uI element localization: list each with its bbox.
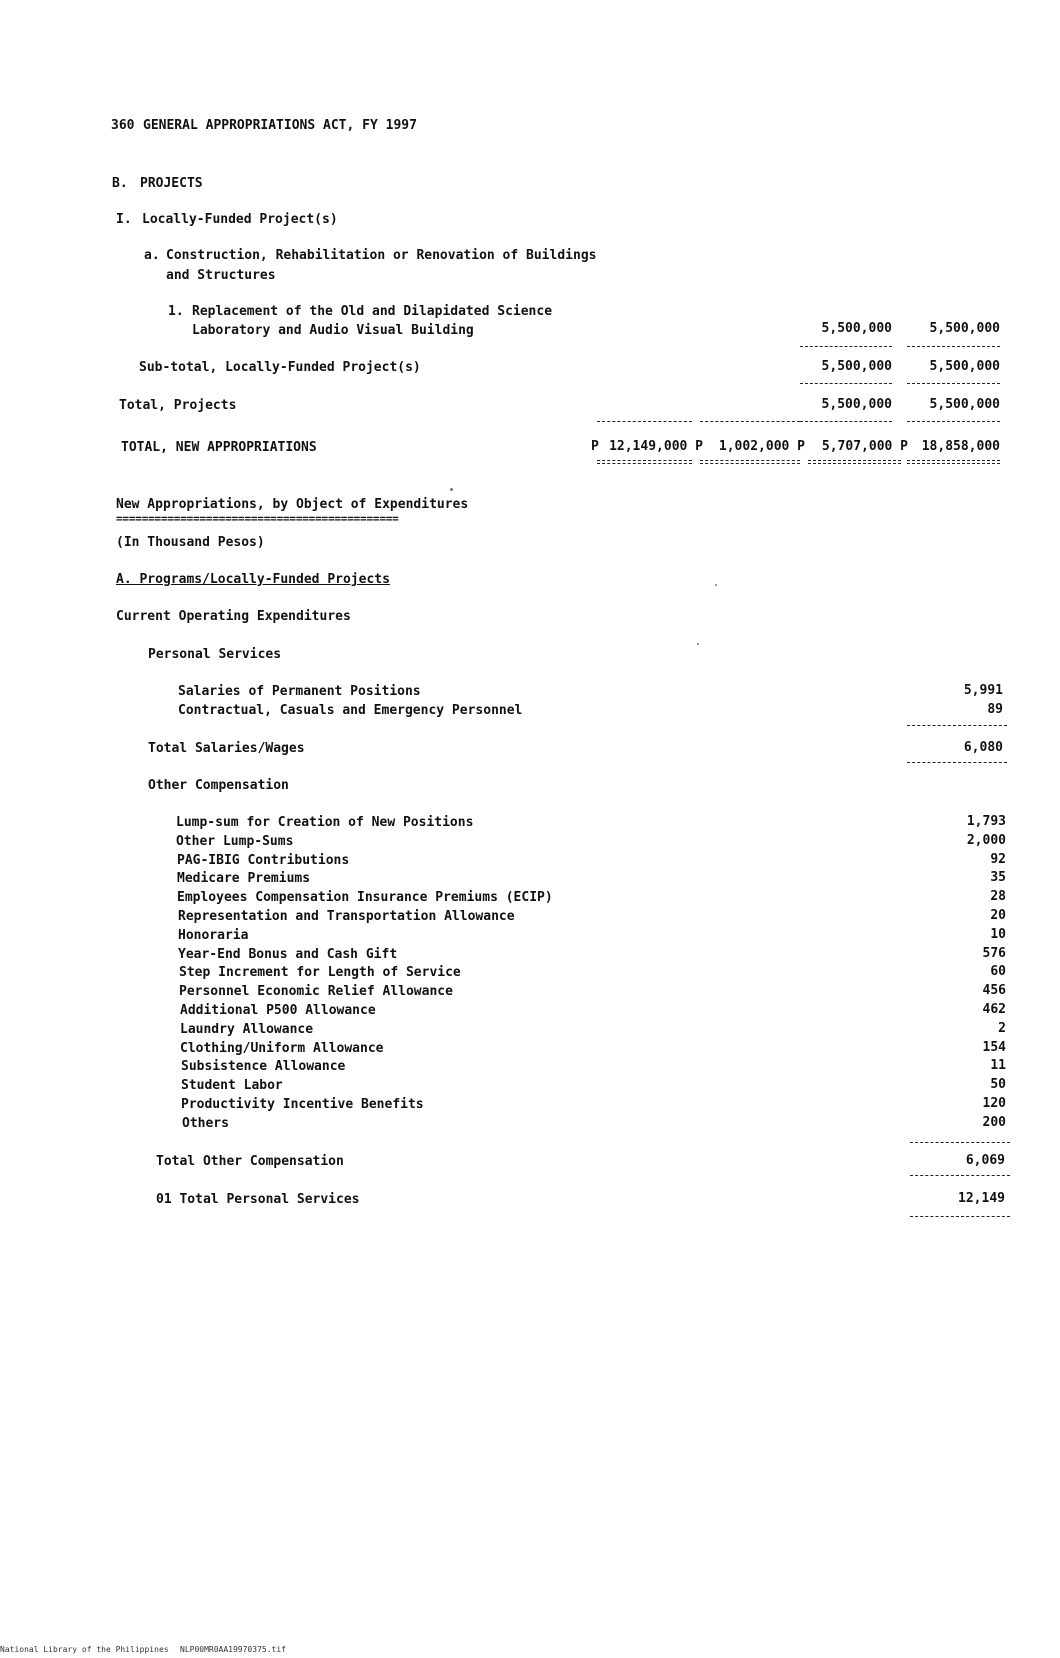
page-header-title: GENERAL APPROPRIATIONS ACT, FY 1997: [143, 118, 417, 133]
page-number: 360: [111, 118, 135, 133]
grand-total-mooe: 1,002,000 P: [718, 439, 805, 454]
other-compensation-item-label: Other Lump-Sums: [176, 834, 294, 849]
subtotal-total: 5,500,000: [929, 359, 1000, 374]
other-compensation-item-label: Representation and Transportation Allowance: [178, 909, 515, 924]
total-salaries-value: 6,080: [963, 740, 1003, 755]
other-compensation-item-value: 1,793: [966, 814, 1006, 829]
other-compensation-item-value: 10: [990, 927, 1006, 942]
item-line-2: Laboratory and Audio Visual Building: [192, 323, 474, 338]
salary-label: Contractual, Casuals and Emergency Personnel: [178, 703, 523, 718]
other-compensation-item-label: Laundry Allowance: [180, 1022, 314, 1037]
rule-double: [808, 460, 901, 464]
other-compensation-item-label: Year-End Bonus and Cash Gift: [178, 947, 398, 962]
other-compensation-item-value: 50: [990, 1077, 1006, 1092]
footer-file: NLP00MR0AA19970375.tif: [180, 1645, 286, 1654]
rule-double: [597, 460, 692, 464]
total-projects-capital-outlay: 5,500,000: [821, 397, 892, 412]
other-compensation-heading: Other Compensation: [148, 778, 289, 793]
salary-label: Salaries of Permanent Positions: [178, 684, 421, 699]
footer-library: National Library of the Philippines: [0, 1645, 169, 1654]
grand-total-label: TOTAL, NEW APPROPRIATIONS: [121, 440, 317, 455]
salary-value: 5,991: [963, 683, 1003, 698]
total-salaries-label: Total Salaries/Wages: [148, 741, 305, 756]
object-heading-rule: ============================================: [116, 512, 399, 525]
rule-single: [700, 421, 800, 422]
personal-services-heading: Personal Services: [148, 647, 282, 662]
other-compensation-item-label: PAG-IBIG Contributions: [177, 853, 350, 868]
other-compensation-item-value: 576: [982, 946, 1006, 961]
rule-single: [907, 421, 1000, 422]
total-personal-services-label: 01 Total Personal Services: [156, 1192, 360, 1207]
scan-speck: [715, 584, 717, 586]
rule-single: [910, 1175, 1010, 1176]
subtotal-label: Sub-total, Locally-Funded Project(s): [139, 360, 421, 375]
other-compensation-item-value: 120: [982, 1096, 1006, 1111]
grand-total-capital-outlay: 5,707,000 P: [821, 439, 908, 454]
total-personal-services-value: 12,149: [958, 1191, 1005, 1206]
other-compensation-item-value: 28: [990, 889, 1006, 904]
rule-single: [910, 1216, 1010, 1217]
other-compensation-item-label: Additional P500 Allowance: [180, 1003, 376, 1018]
other-compensation-item-label: Employees Compensation Insurance Premiums (ECIP): [177, 890, 553, 905]
other-compensation-item-label: Lump-sum for Creation of New Positions: [176, 815, 474, 830]
other-compensation-item-value: 11: [990, 1058, 1006, 1073]
item-capital-outlay: 5,500,000: [821, 321, 892, 336]
other-compensation-item-label: Honoraria: [178, 928, 249, 943]
rule-single: [907, 762, 1007, 763]
subtotal-capital-outlay: 5,500,000: [821, 359, 892, 374]
rule-single: [597, 421, 692, 422]
unit-note: (In Thousand Pesos): [116, 535, 265, 550]
other-compensation-item-label: Others: [182, 1116, 229, 1131]
rule-single: [907, 346, 1000, 347]
other-compensation-item-value: 2,000: [966, 833, 1006, 848]
other-compensation-item-label: Medicare Premiums: [177, 871, 311, 886]
grand-total-personal-services: 12,149,000 P: [609, 439, 703, 454]
scan-speck: [450, 488, 453, 491]
category-letter: a.: [144, 248, 160, 263]
other-compensation-item-value: 456: [982, 983, 1006, 998]
other-compensation-item-label: Subsistence Allowance: [181, 1059, 346, 1074]
rule-single: [910, 1142, 1010, 1143]
other-compensation-item-value: 20: [990, 908, 1006, 923]
other-compensation-item-label: Personnel Economic Relief Allowance: [179, 984, 453, 999]
object-heading: New Appropriations, by Object of Expenditures: [116, 497, 469, 512]
other-compensation-item-value: 154: [982, 1040, 1006, 1055]
rule-double: [907, 460, 1000, 464]
peso-sign: P: [591, 439, 599, 454]
other-compensation-item-value: 462: [982, 1002, 1006, 1017]
grand-total-amount: 18,858,000: [921, 439, 1000, 454]
item-line-1: Replacement of the Old and Dilapidated Science: [192, 304, 553, 319]
rule-single: [907, 725, 1007, 726]
total-other-compensation-label: Total Other Compensation: [156, 1154, 344, 1169]
rule-single: [800, 346, 892, 347]
other-compensation-item-value: 2: [998, 1021, 1006, 1036]
scan-speck: [697, 643, 699, 645]
rule-double: [700, 460, 800, 464]
programs-heading: A. Programs/Locally-Funded Projects: [116, 572, 390, 587]
other-compensation-item-value: 60: [990, 964, 1006, 979]
section-title: PROJECTS: [140, 176, 203, 191]
category-line-2: and Structures: [166, 268, 276, 283]
salary-value: 89: [987, 702, 1003, 717]
total-projects-total: 5,500,000: [929, 397, 1000, 412]
other-compensation-item-value: 35: [990, 870, 1006, 885]
total-projects-label: Total, Projects: [119, 398, 237, 413]
other-compensation-item-label: Step Increment for Length of Service: [179, 965, 461, 980]
rule-single: [800, 383, 892, 384]
item-number: 1.: [168, 304, 184, 319]
total-other-compensation-value: 6,069: [965, 1153, 1005, 1168]
other-compensation-item-value: 92: [990, 852, 1006, 867]
section-letter: B.: [112, 176, 128, 191]
subsection-title: Locally-Funded Project(s): [142, 212, 338, 227]
other-compensation-item-label: Productivity Incentive Benefits: [181, 1097, 424, 1112]
subsection-number: I.: [116, 212, 132, 227]
category-line-1: Construction, Rehabilitation or Renovation of Buildings: [166, 248, 597, 263]
other-compensation-item-value: 200: [982, 1115, 1006, 1130]
current-operating-heading: Current Operating Expenditures: [116, 609, 351, 624]
other-compensation-item-label: Student Labor: [181, 1078, 283, 1093]
item-total: 5,500,000: [929, 321, 1000, 336]
other-compensation-item-label: Clothing/Uniform Allowance: [180, 1041, 384, 1056]
rule-single: [907, 383, 1000, 384]
rule-single: [800, 421, 892, 422]
